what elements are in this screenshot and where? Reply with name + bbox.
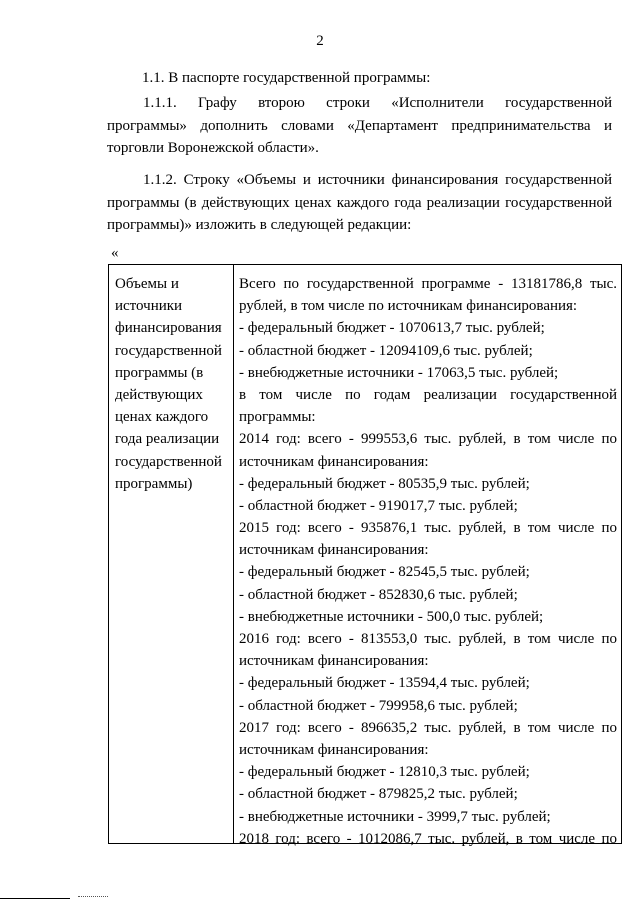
value-line: источникам финансирования: — [239, 453, 429, 470]
page-number: 2 — [316, 33, 324, 49]
value-line: 2018 год: всего - 1012086,7 тыс. рублей, в том числе по — [239, 830, 617, 847]
value-line: - областной бюджет - 12094109,6 тыс. рублей; — [239, 342, 533, 359]
financing-table — [108, 264, 622, 847]
value-line: в том числе по годам реализации государственной — [239, 386, 617, 403]
table-column-divider — [233, 265, 234, 843]
label-line: источники — [115, 298, 183, 315]
paragraph-1-1-1 — [107, 92, 612, 160]
value-line: рублей, в том числе по источникам финансирования: — [239, 298, 578, 315]
value-line: - федеральный бюджет - 12810,3 тыс. рублей; — [239, 764, 530, 781]
paragraph-1-1: 1.1. В паспорте государственной программы: — [142, 70, 431, 86]
opening-quote: « — [111, 245, 119, 261]
value-line: - федеральный бюджет - 1070613,7 тыс. рублей; — [239, 320, 545, 337]
value-line: Всего по государственной программе - 13181786,8 тыс. — [239, 276, 617, 292]
footer-rule — [0, 898, 70, 899]
label-line: ценах каждого — [115, 409, 209, 426]
value-line: источникам финансирования: — [239, 653, 429, 670]
paragraph-line: 1.1.2. Строку «Объемы и источники финансирования государственной — [143, 172, 612, 188]
paragraph-line: программы)» изложить в следующей редакции: — [107, 217, 412, 234]
paragraph-line: программы (в действующих ценах каждого года реализации государственной — [107, 194, 612, 211]
value-line: источникам финансирования: — [239, 542, 429, 559]
label-line: государственной — [115, 453, 222, 470]
value-line: 2017 год: всего - 896635,2 тыс. рублей, в том числе по — [239, 719, 617, 736]
paragraph-line: 1.1.1. Графу второю строки «Исполнители государственной — [143, 95, 612, 111]
label-line: государственной — [115, 342, 222, 359]
footer-marks — [78, 896, 108, 897]
value-line: - внебюджетные источники - 17063,5 тыс. рублей; — [239, 364, 559, 381]
value-line: - областной бюджет - 799958,6 тыс. рублей; — [239, 697, 518, 714]
value-line: программы: — [239, 409, 316, 426]
label-line: действующих — [115, 386, 203, 403]
table-value-cell — [239, 273, 617, 850]
value-line: источникам финансирования: — [239, 741, 429, 758]
paragraph-line: торговли Воронежской области». — [107, 140, 319, 157]
value-line: 2015 год: всего - 935876,1 тыс. рублей, в том числе по — [239, 520, 617, 537]
label-line: программы) — [115, 475, 193, 492]
paragraph-line: программы» дополнить словами «Департамент предпринимательства и — [107, 117, 612, 134]
label-line: года реализации — [115, 431, 220, 448]
label-line: Объемы и — [115, 276, 179, 292]
value-line: - федеральный бюджет - 82545,5 тыс. рублей; — [239, 564, 530, 581]
label-line: финансирования — [115, 320, 222, 337]
value-line: 2016 год: всего - 813553,0 тыс. рублей, в том числе по — [239, 631, 617, 647]
value-line: 2014 год: всего - 999553,6 тыс. рублей, в том числе по — [239, 431, 617, 448]
value-line: - внебюджетные источники - 500,0 тыс. рублей; — [239, 608, 544, 625]
table-label-cell — [115, 273, 231, 495]
label-line: программы (в — [115, 364, 204, 381]
value-line: - федеральный бюджет - 80535,9 тыс. рублей; — [239, 475, 530, 492]
value-line: - областной бюджет - 879825,2 тыс. рублей; — [239, 786, 518, 803]
value-line: - внебюджетные источники - 3999,7 тыс. рублей; — [239, 808, 551, 825]
value-line: - областной бюджет - 919017,7 тыс. рублей; — [239, 497, 518, 514]
paragraph-1-1-2 — [107, 169, 612, 237]
value-line: - федеральный бюджет - 13594,4 тыс. рублей; — [239, 675, 530, 692]
value-line: - областной бюджет - 852830,6 тыс. рублей; — [239, 586, 518, 603]
